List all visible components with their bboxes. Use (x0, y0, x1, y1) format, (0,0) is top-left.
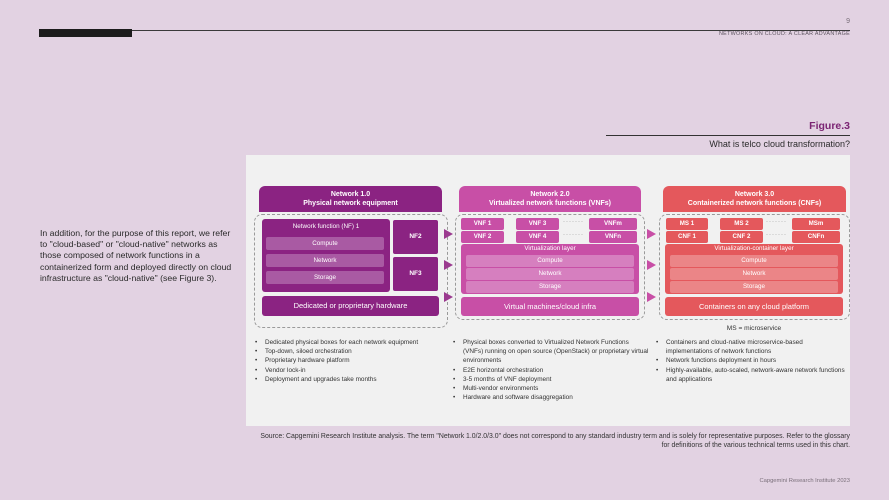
nf1-compute: Compute (266, 237, 384, 250)
arrow-right-icon (444, 292, 453, 302)
ms-2: MS 2 (720, 218, 763, 230)
cl-network: Network (670, 268, 838, 280)
vnf-2: VNF 2 (461, 231, 504, 243)
nf2-box: NF2 (393, 220, 438, 254)
arrow-right-icon (647, 260, 656, 270)
network1-subtitle: Physical network equipment (303, 200, 398, 207)
ellipsis-dots: ······· (563, 219, 584, 225)
virtual-machines-bar: Virtual machines/cloud infra (461, 297, 639, 316)
header-bar (39, 29, 132, 37)
network2-bullets (453, 338, 649, 402)
virtualization-layer-title: Virtualization layer (524, 245, 576, 252)
running-header: NETWORKS ON CLOUD: A CLEAR ADVANTAGE (718, 31, 850, 37)
containers-bar: Containers on any cloud platform (665, 297, 843, 316)
list-item: • Physical boxes converted to Virtualized Network Functions (VNFs) running on open source (OpenStack) or proprietary virtual environments (453, 338, 649, 366)
network1-title: Network 1.0 (330, 191, 371, 198)
list-item: • Hardware and software disaggregation (453, 393, 649, 402)
cl-storage: Storage (670, 281, 838, 293)
ms-m: MSm (792, 218, 840, 230)
vl-compute: Compute (466, 255, 634, 267)
page-number: 9 (846, 18, 850, 25)
list-item: • Vendor lock-in (255, 366, 435, 375)
vl-network: Network (466, 268, 634, 280)
network3-bullets (656, 338, 848, 384)
nf1-label: Network function (NF) 1 (292, 223, 360, 230)
container-layer-title: Virtualization-container layer (714, 245, 794, 252)
vnf-4: VNF 4 (516, 231, 559, 243)
cnf-1: CNF 1 (666, 231, 708, 243)
network3-header (663, 186, 846, 212)
network2-header (459, 186, 641, 212)
network2-title: Network 2.0 (530, 191, 570, 198)
arrow-right-icon (444, 260, 453, 270)
ellipsis-dots: ······· (766, 232, 787, 238)
vnf-m: VNFm (589, 218, 637, 230)
figure-title: What is telco cloud transformation? (709, 139, 850, 149)
arrow-right-icon (444, 229, 453, 239)
list-item: • Network functions deployment in hours (656, 356, 848, 365)
list-item: • Proprietary hardware platform (255, 356, 435, 365)
page-footer: Capgemini Research Institute 2023 (759, 478, 850, 484)
list-item: • Top-down, siloed orchestration (255, 347, 435, 356)
arrow-right-icon (647, 292, 656, 302)
list-item: • E2E horizontal orchestration (453, 366, 649, 375)
vnf-3: VNF 3 (516, 218, 559, 230)
network1-header (259, 186, 442, 212)
list-item: • Dedicated physical boxes for each network equipment (255, 338, 435, 347)
dedicated-hardware-bar: Dedicated or proprietary hardware (262, 296, 439, 316)
list-item: • 3-5 months of VNF deployment (453, 375, 649, 384)
cl-compute: Compute (670, 255, 838, 267)
cnf-n: CNFn (792, 231, 840, 243)
nf3-box: NF3 (393, 257, 438, 291)
list-item: • Deployment and upgrades take months (255, 375, 435, 384)
network2-subtitle: Virtualized network functions (VNFs) (489, 200, 611, 207)
ellipsis-dots: ······· (766, 219, 787, 225)
vnf-n: VNFn (589, 231, 637, 243)
network3-title: Network 3.0 (734, 191, 775, 198)
nf1-network: Network (266, 254, 384, 267)
body-paragraph: In addition, for the purpose of this report, we refer to "cloud-based" or "cloud-native" networks as those composed of network functions in a containerized form and deployed directly on cloud infrastructure as "cloud-native" (see Figure 3). (40, 228, 232, 283)
cnf-2: CNF 2 (720, 231, 763, 243)
list-item: • Containers and cloud-native microservice-based implementations of network functions (656, 338, 848, 356)
arrow-right-icon (647, 229, 656, 239)
ms-1: MS 1 (666, 218, 708, 230)
vnf-1: VNF 1 (461, 218, 504, 230)
ellipsis-dots: ······· (563, 232, 584, 238)
list-item: • Highly-available, auto-scaled, network-aware network functions and applications (656, 366, 848, 384)
microservice-note: MS = microservice (726, 325, 782, 332)
nf1-storage: Storage (266, 271, 384, 284)
figure-rule (606, 135, 850, 136)
vl-storage: Storage (466, 281, 634, 293)
figure-label: Figure.3 (809, 120, 850, 132)
list-item: • Multi-vendor environments (453, 384, 649, 393)
network1-bullets (255, 338, 435, 384)
network3-subtitle: Containerized network functions (CNFs) (687, 200, 822, 207)
figure-source: Source: Capgemini Research Institute analysis. The term "Network 1.0/2.0/3.0" does not correspond to any standard industry term and is solely for representative purposes. Refer to the glossary for definitions of the various technical terms used in this chart. (260, 433, 850, 450)
